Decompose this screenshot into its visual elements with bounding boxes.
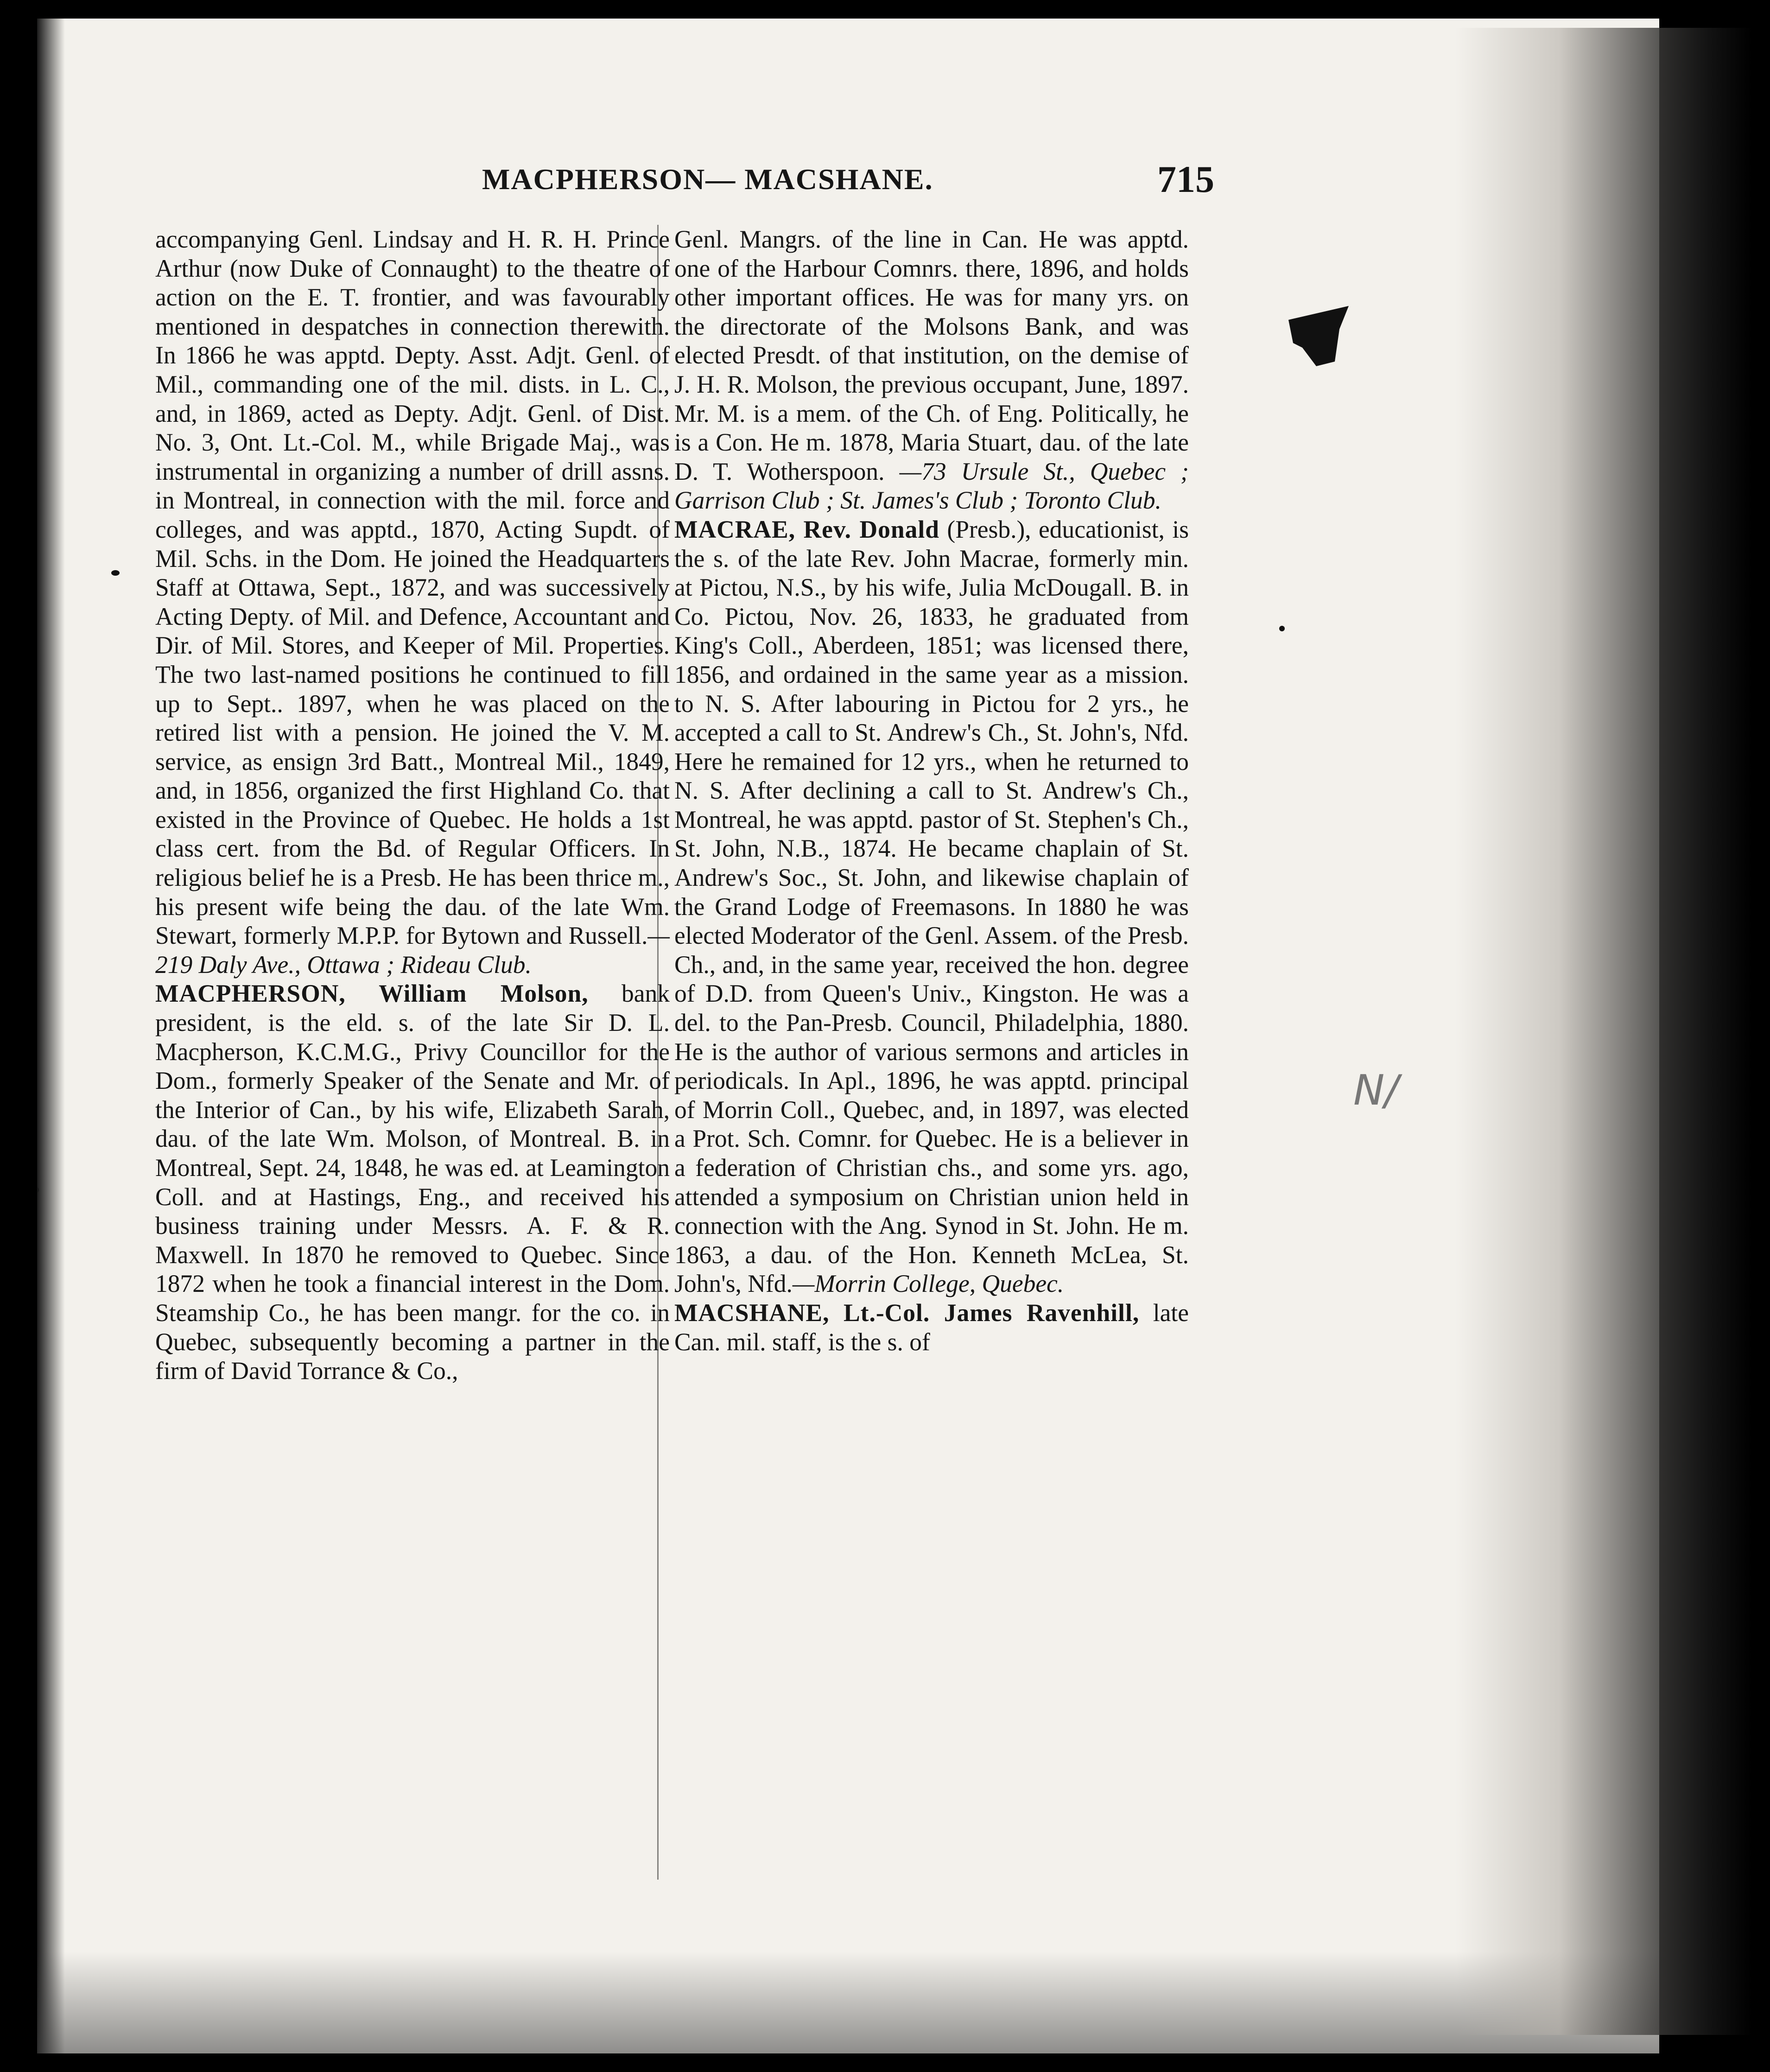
biography-entry-macshane xyxy=(674,1298,1189,1356)
entry-text: (Presb.), educationist, is the s. of the late Rev. John Macrae, formerly min. at Pictou, N.S., by his wife, Julia McDougall. B. in Co. Pictou, Nov. 26, 1833, he graduated from King's Coll., Aberdeen, 1851; was licensed there, 1856, and ordained in the same year as a mission. to N. S. After labouring in Pictou for 2 yrs., he accepted a call to St. Andrew's Ch., St. John's, Nfd. Here he remained for 12 yrs., when he returned to N. S. After declining a call to St. Andrew's Ch., Montreal, he was apptd. pastor of St. Stephen's Ch., St. John, N.B., 1874. He became chaplain of St. Andrew's Soc., St. John, and likewise chaplain of the Grand Lodge of Freemasons. In 1880 he was elected Moderator of the Genl. Assem. of the Presb. Ch., and, in the same year, received the hon. degree of D.D. from Queen's Univ., Kingston. He was a del. to the Pan-Presb. Council, Philadelphia, 1880. He is the author of various sermons and articles in periodicals. In Apl., 1896, he was apptd. principal of Morrin Coll., Quebec, and, in 1897, was elected a Prot. Sch. Comnr. for Quebec. He is a believer in a federation of Christian chs., and some yrs. ago, attended a symposium on Christian union held in connection with the Ang. Synod in St. John. He m. 1863, a dau. of the Hon. Kenneth McLea, St. John's, Nfd. xyxy=(674,515,1189,1298)
entry-address: —219 Daly Ave., Ottawa ; Rideau Club. xyxy=(155,922,670,979)
page-left-shadow xyxy=(37,19,65,2053)
entry-name: MACRAE, Rev. Donald xyxy=(674,515,939,543)
continued-entry xyxy=(674,225,1189,515)
left-column xyxy=(155,225,670,1386)
running-head: MACPHERSON— MACSHANE. xyxy=(482,163,933,196)
entry-text: Genl. Mangrs. of the line in Can. He was apptd. one of the Harbour Comnrs. there, 1896, and holds other important offices. He was for many yrs. on the directorate of the Molsons Bank, and was elected Presdt. of that institution, on the demise of J. H. R. Molson, the previous occupant, June, 1897. Mr. M. is a mem. of the Ch. of Eng. Politically, he is a Con. He m. 1878, Maria Stuart, dau. of the late D. T. Wotherspoon. xyxy=(674,225,1189,485)
entry-address: —73 Ursule St., Quebec ; Garrison Club ; St. James's Club ; Toronto Club. xyxy=(674,457,1189,515)
entry-text: late Can. mil. staff, is the s. of xyxy=(674,1298,1189,1356)
entry-text: bank president, is the eld. s. of the late Sir D. L. Macpherson, K.C.M.G., Privy Councillor for the Dom., formerly Speaker of the Senate and Mr. of the Interior of Can., by his wife, Elizabeth Sarah, dau. of the late Wm. Molson, of Montreal. B. in Montreal, Sept. 24, 1848, he was ed. at Leamington Coll. and at Hastings, Eng., and received his business training under Messrs. A. F. & R. Maxwell. In 1870 he removed to Quebec. Since 1872 when he took a financial interest in the Dom. Steamship Co., he has been mangr. for the co. in Quebec, subsequently becoming a partner in the firm of David Torrance & Co., xyxy=(155,979,670,1385)
page-bottom-shadow xyxy=(37,1951,1659,2053)
biography-entry-macpherson xyxy=(155,979,670,1385)
speck xyxy=(1279,626,1285,631)
entry-name: MACPHERSON, William Molson, xyxy=(155,979,589,1008)
continued-entry xyxy=(155,225,670,979)
speck xyxy=(111,570,120,576)
entry-address: —Morrin College, Quebec. xyxy=(792,1270,1064,1298)
margin-annotation: N/ xyxy=(1353,1066,1399,1115)
biography-entry-macrae xyxy=(674,515,1189,1298)
page-number: 715 xyxy=(1157,158,1214,200)
entry-name: MACSHANE, Lt.-Col. James Ravenhill, xyxy=(674,1298,1140,1327)
page-header xyxy=(482,158,1214,209)
page-right-shadow xyxy=(1455,28,1752,2035)
ink-blot-mark xyxy=(1284,301,1353,371)
entry-text: accompanying Genl. Lindsay and H. R. H. Prince Arthur (now Duke of Connaught) to the theatre of action on the E. T. frontier, and was favourably mentioned in despatches in connection therewith. In 1866 he was apptd. Depty. Asst. Adjt. Genl. of Mil., commanding one of the mil. dists. in L. C., and, in 1869, acted as Depty. Adjt. Genl. of Dist. No. 3, Ont. Lt.-Col. M., while Brigade Maj., was instrumental in organizing a number of drill assns. in Montreal, in connection with the mil. force and colleges, and was apptd., 1870, Acting Supdt. of Mil. Schs. in the Dom. He joined the Headquarters Staff at Ottawa, Sept., 1872, and was successively Acting Depty. of Mil. and Defence, Accountant and Dir. of Mil. Stores, and Keeper of Mil. Properties. The two last-named positions he continued to fill up to Sept.. 1897, when he was placed on the retired list with a pension. He joined the V. M. service, as ensign 3rd Batt., Montreal Mil., 1849, and, in 1856, organized the first Highland Co. that existed in the Province of Quebec. He holds a 1st class cert. from the Bd. of Regular Officers. In religious belief he is a Presb. He has been thrice m., his present wife being the dau. of the late Wm. Stewart, formerly M.P.P. for Bytown and Russell. xyxy=(155,225,670,950)
scanned-page xyxy=(37,19,1659,2053)
right-column xyxy=(674,225,1189,1356)
